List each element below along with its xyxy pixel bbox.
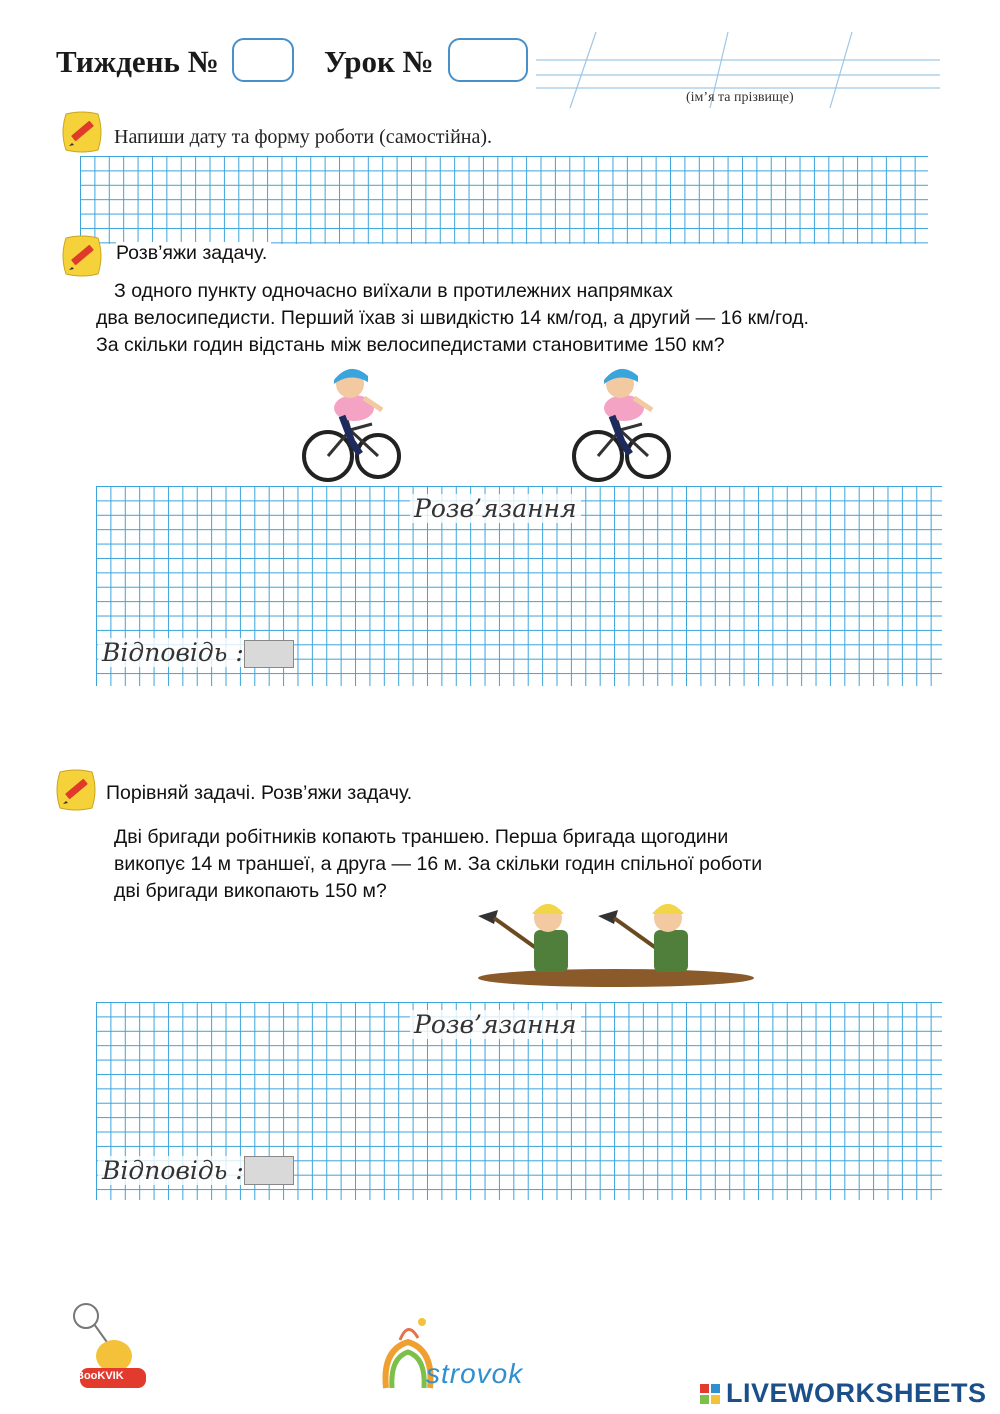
ostrovok-logo-text: strovok [426,1358,524,1389]
lesson-label: Урок № [324,44,434,79]
task3-problem-line: дві бригади викопають 150 м? [114,880,387,902]
task1-writing-grid[interactable] [80,156,928,244]
task3-problem [114,824,974,905]
lesson-number-input[interactable] [448,38,528,82]
task2-solution-label: Розв’язання [410,494,581,523]
task3-answer-label: Відповідь : [98,1156,248,1185]
task2-problem [96,278,976,359]
liveworksheets-logo [700,1378,987,1409]
task3-instruction: Порівняй задачі. Розв’яжи задачу. [106,782,413,804]
task2-problem-line: З одного пункту одночасно виїхали в протилежних напрямках [114,280,673,302]
cyclist-illustration [572,358,672,484]
task2-answer-input[interactable] [244,640,294,668]
task3-solution-label: Розв’язання [410,1010,581,1039]
task2-problem-line: За скільки годин відстань між велосипедистами становитиме 150 км? [96,334,725,356]
task3-problem-line: викопує 14 м траншеї, а друга — 16 м. За скільки годин спільної роботи [114,853,763,875]
pencil-icon [54,768,98,812]
task2-instruction: Розв’яжи задачу. [116,242,271,265]
week-number-input[interactable] [232,38,294,82]
cyclist-illustration [302,358,402,484]
week-label: Тиждень № [56,44,219,79]
liveworksheets-icon [700,1384,720,1404]
diggers-illustration [476,896,756,988]
liveworksheets-text: LIVEWORKSHEETS [726,1378,987,1408]
name-caption: (ім’я та прізвище) [686,90,794,105]
pencil-icon [60,110,104,154]
task3-problem-line: Дві бригади робітників копають траншею. Перша бригада щогодини [114,826,729,848]
task2-problem-line: два велосипедисти. Перший їхав зі швидкістю 14 км/год, а другий — 16 км/год. [96,307,809,329]
task1-instruction: Напиши дату та форму роботи (самостійна). [114,126,493,148]
task3-answer-input[interactable] [244,1156,294,1185]
task2-answer-label: Відповідь : [98,638,248,667]
pencil-icon [60,234,104,278]
bookvik-logo-text: BooKVIK [76,1370,124,1382]
